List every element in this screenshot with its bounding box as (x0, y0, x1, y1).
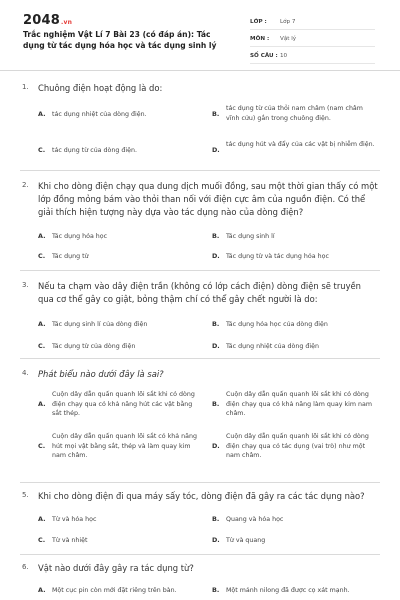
logo-suffix: .vn (60, 19, 73, 26)
question-text: Vật nào dưới đây gây ra tác dụng từ? (38, 563, 194, 573)
option-letter: D. (212, 252, 220, 260)
option-letter: D. (212, 536, 220, 544)
option-letter: C. (38, 252, 46, 260)
option-text: Quang và hóa học (226, 516, 284, 523)
option-letter: B. (212, 232, 220, 240)
question-text: Khi cho dòng điện chạy qua dung dịch muối đồng, sau một thời gian thấy có một lớp đồng mỏng bám vào thỏi than nối với điện cực âm của nguồn điện. Có thể giải thích hiện tượng này dựa vào tác dụng nào của dòng điện? (38, 181, 378, 217)
option-text: Tác dụng từ của dòng điện (52, 343, 136, 350)
option-text: Tác dụng hóa học của dòng điện (226, 321, 328, 328)
question-text: Phát biểu nào dưới đây là sai? (38, 369, 164, 379)
option-text: Tác dụng từ (52, 253, 89, 260)
question-divider (20, 270, 380, 271)
option-letter: D. (212, 146, 220, 154)
option-letter: C. (38, 536, 46, 544)
option-text: tác dụng hút và đẩy của các vật bị nhiễm điện. (226, 141, 375, 148)
question-number: 1. (22, 83, 29, 91)
meta-row-subject (250, 31, 375, 47)
question-divider (20, 554, 380, 555)
meta-label: SỐ CÂU : (250, 52, 278, 59)
option-letter: C. (38, 442, 46, 450)
option-letter: D. (212, 442, 220, 450)
question-divider (20, 482, 380, 483)
option-text: Cuộn dây dẫn quấn quanh lõi sắt khi có dòng điện chạy qua có tác dụng (vai trò) như một nam châm. (226, 433, 369, 459)
question-number: 2. (22, 181, 29, 189)
option-letter: C. (38, 146, 46, 154)
meta-row-grade (250, 14, 375, 30)
option-text: Từ và nhiệt (52, 537, 88, 544)
question-text: Khi cho dòng điện đi qua máy sấy tóc, dòng điện đã gây ra các tác dụng nào? (38, 491, 365, 501)
question-number: 5. (22, 491, 29, 499)
option-text: Tác dụng từ và tác dụng hóa học (226, 253, 329, 260)
quiz-title: Trắc nghiệm Vật Lí 7 Bài 23 (có đáp án): Tác dụng từ tác dụng hóa học và tác dụng sinh lý (23, 30, 217, 50)
option-text: Từ và hóa học (52, 516, 97, 523)
meta-value: Lớp 7 (280, 18, 296, 25)
option-text: Cuộn dây dẫn quấn quanh lõi sắt khi có dòng điện chạy qua có khả năng làm quay kim nam châm. (226, 391, 372, 417)
option-text: Một cục pin còn mới đặt riêng trên bàn. (52, 587, 177, 594)
option-text: tác dụng từ của thỏi nam châm (nam châm vĩnh cửu) gắn trong chuông điện. (226, 105, 363, 122)
option-letter: B. (212, 515, 220, 523)
option-letter: A. (38, 400, 46, 408)
option-letter: B. (212, 110, 220, 118)
meta-value: 10 (280, 52, 288, 59)
option-text: Tác dụng sinh lí của dòng điện (52, 321, 148, 328)
question-number: 3. (22, 281, 29, 289)
option-text: Một mảnh nilong đã được cọ xát mạnh. (226, 587, 350, 594)
question-divider (20, 170, 380, 171)
option-text: tác dụng từ của dòng điện. (52, 147, 137, 154)
option-text: Tác dụng hóa học (52, 233, 108, 240)
quiz-meta (250, 14, 375, 65)
meta-label: MÔN : (250, 35, 270, 42)
question-number: 6. (22, 563, 29, 571)
option-text: Cuộn dây dẫn quấn quanh lõi sắt khi có dòng điện chạy qua có khả năng hút các vật bằng sắt thép. (52, 391, 195, 417)
option-letter: D. (212, 342, 220, 350)
option-letter: B. (212, 320, 220, 328)
logo-main: 2048 (23, 13, 60, 28)
option-text: tác dụng nhiệt của dòng điện. (52, 111, 147, 118)
question-text: Nếu ta chạm vào dây điện trần (không có lớp cách điện) dòng điện sẽ truyền qua cơ thể gây co giật, bỏng thậm chí có thể gây chết người là do: (38, 281, 361, 304)
question-number: 4. (22, 369, 29, 377)
option-text: Cuộn dây dẫn quấn quanh lõi sắt có khả năng hút mọi vật bằng sắt, thép và làm quay kim nam châm. (52, 433, 197, 459)
page-header (0, 0, 400, 71)
question-text: Chuông điện hoạt động là do: (38, 83, 163, 93)
option-letter: A. (38, 515, 46, 523)
site-logo[interactable] (23, 13, 72, 28)
option-letter: A. (38, 232, 46, 240)
option-letter: B. (212, 586, 220, 594)
option-letter: B. (212, 400, 220, 408)
option-letter: A. (38, 320, 46, 328)
meta-row-count (250, 48, 375, 64)
option-letter: A. (38, 110, 46, 118)
option-text: Từ và quang (226, 537, 266, 544)
meta-label: LỚP : (250, 18, 267, 25)
question-divider (20, 358, 380, 359)
option-letter: C. (38, 342, 46, 350)
option-text: Tác dụng nhiệt của dòng điện (226, 343, 319, 350)
option-text: Tác dụng sinh lí (226, 233, 275, 240)
meta-value: Vật lý (280, 35, 297, 42)
option-letter: A. (38, 586, 46, 594)
